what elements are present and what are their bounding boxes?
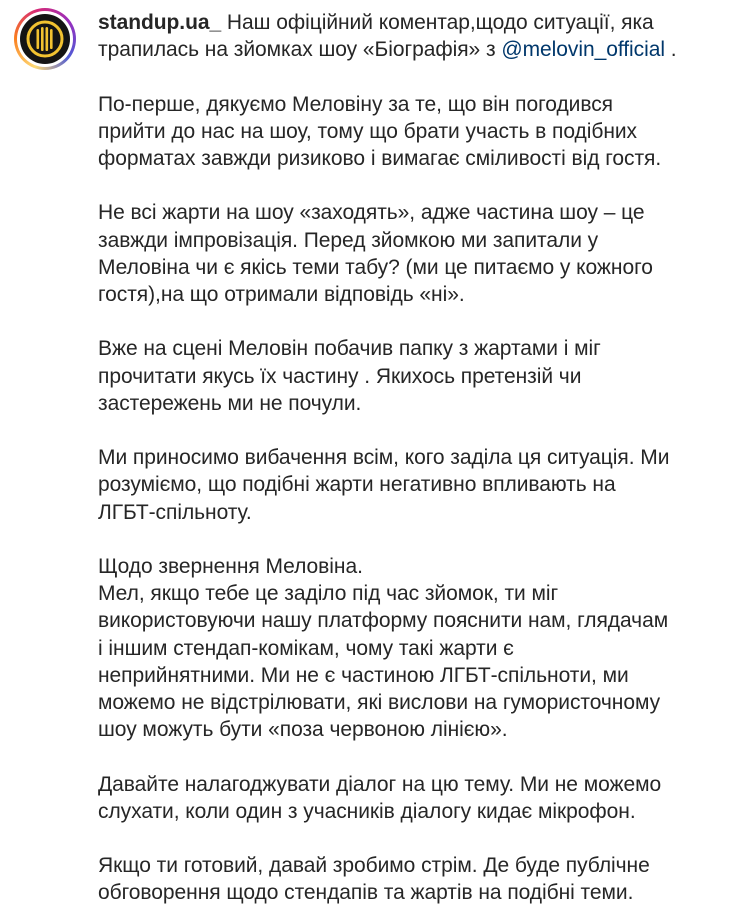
caption-header bbox=[98, 9, 728, 63]
caption-paragraph: Щодо звернення Меловіна. Мел, якщо тебе це заділо під час зйомок, ти міг використовуючи нашу платформу пояснити нам, глядачам і іншим стендап-комікам, чому такі жарти є неприйнятними. Ми не є частиною ЛГБТ-спільноти, ми можемо не відстрілювати, які вислови на гумористочному шоу можуть бути «поза червоною лінією». bbox=[98, 554, 669, 742]
caption-paragraph: Ми приносимо вибачення всім, кого заділа ця ситуація. Ми розуміємо, що подібні жарти негативно впливають на ЛГБТ-спільноту. bbox=[98, 446, 670, 524]
caption-paragraph: Вже на сцені Меловін побачив папку з жартами і міг прочитати якусь їх частину . Якихось претензій чи застережень ми не почули. bbox=[98, 337, 601, 415]
caption-paragraph: По-перше, дякуємо Меловіну за те, що він погодився прийти до нас на шоу, тому що брати участь в подібних форматах завжди ризиково і вимагає сміливості від гостя. bbox=[98, 92, 662, 170]
avatar[interactable] bbox=[20, 14, 70, 64]
caption-paragraph: Давайте налагоджувати діалог на цю тему. Ми не можемо слухати, коли один з учасників діалогу кидає мікрофон. bbox=[98, 772, 662, 823]
avatar-border bbox=[17, 11, 73, 67]
caption-paragraph: Якщо ти готовий, давай зробимо стрім. Де буде публічне обговорення щодо стендапів та жартів на подібні теми. bbox=[98, 854, 650, 905]
caption-text bbox=[98, 9, 728, 907]
username-link[interactable]: standup.ua_ bbox=[98, 11, 222, 34]
microphone-logo-icon bbox=[20, 14, 70, 64]
caption-paragraph: Не всі жарти на шоу «заходять», адже частина шоу – це завжди імпровізація. Перед зйомкою ми запитали у Меловіна чи є якісь теми табу? (ми це питаємо у кожного гостя),на що отримали відповідь «ні». bbox=[98, 201, 653, 306]
caption-intro: Наш офіційний коментар,щодо ситуації, яка трапилась на зйомках шоу «Біографія» з bbox=[98, 11, 654, 62]
story-ring[interactable] bbox=[14, 8, 76, 70]
caption-intro-end: . bbox=[664, 38, 677, 62]
mention-link[interactable]: @melovin_official bbox=[501, 38, 665, 62]
